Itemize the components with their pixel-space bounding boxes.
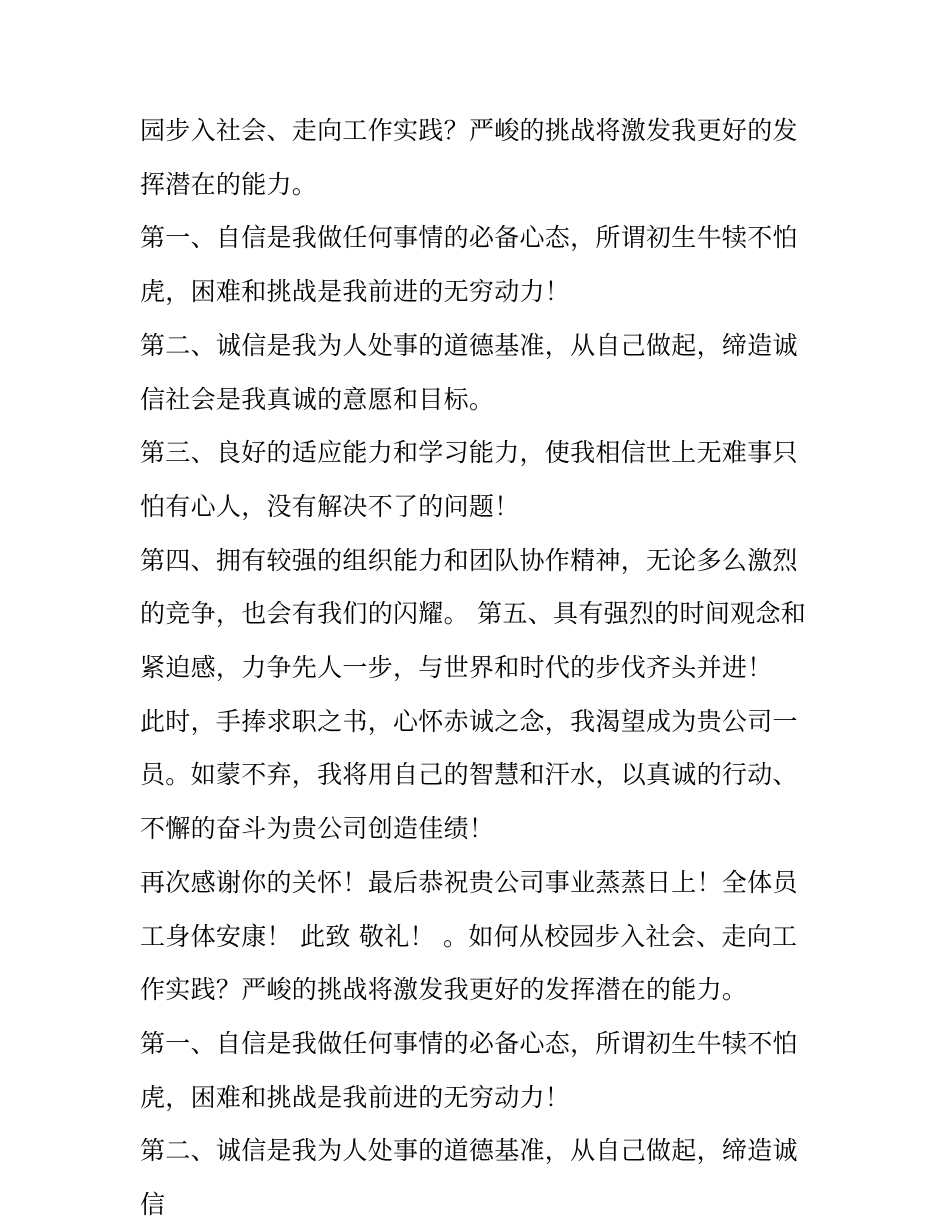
paragraph-2: 第一、自信是我做任何事情的必备心态，所谓初生牛犊不怕虎，困难和挑战是我前进的无穷动力！ (140, 223, 798, 307)
paragraph-5: 第四、拥有较强的组织能力和团队协作精神，无论多么激烈的竞争，也会有我们的闪耀。 第五、具有强烈的时间观念和紧迫感，力争先人一步，与世界和时代的步伐齐头并进！ (140, 545, 807, 683)
paragraph-3: 第二、诚信是我为人处事的道德基准，从自己做起，缔造诚信社会是我真诚的意愿和目标。 (140, 330, 798, 414)
paragraph-6: 此时，手捧求职之书，心怀赤诚之念，我渴望成为贵公司一员。如蒙不弃，我将用自己的智慧和汗水，以真诚的行动、不懈的奋斗为贵公司创造佳绩！ (140, 706, 798, 844)
paragraph-4: 第三、良好的适应能力和学习能力，使我相信世上无难事只怕有心人，没有解决不了的问题！ (140, 438, 798, 521)
paragraph-1: 园步入社会、走向工作实践？严峻的挑战将激发我更好的发挥潜在的能力。 (140, 116, 798, 199)
document-body (140, 104, 820, 1232)
paragraph-9: 第二、诚信是我为人处事的道德基准，从自己做起，缔造诚信 (140, 1136, 798, 1220)
paragraph-7: 再次感谢你的关怀！最后恭祝贵公司事业蒸蒸日上！全体员工身体安康！ 此致 敬礼！ 。如何从校园步入社会、走向工作实践？严峻的挑战将激发我更好的发挥潜在的能力。 (140, 867, 798, 1005)
paragraph-8: 第一、自信是我做任何事情的必备心态，所谓初生牛犊不怕虎，困难和挑战是我前进的无穷动力！ (140, 1028, 798, 1112)
